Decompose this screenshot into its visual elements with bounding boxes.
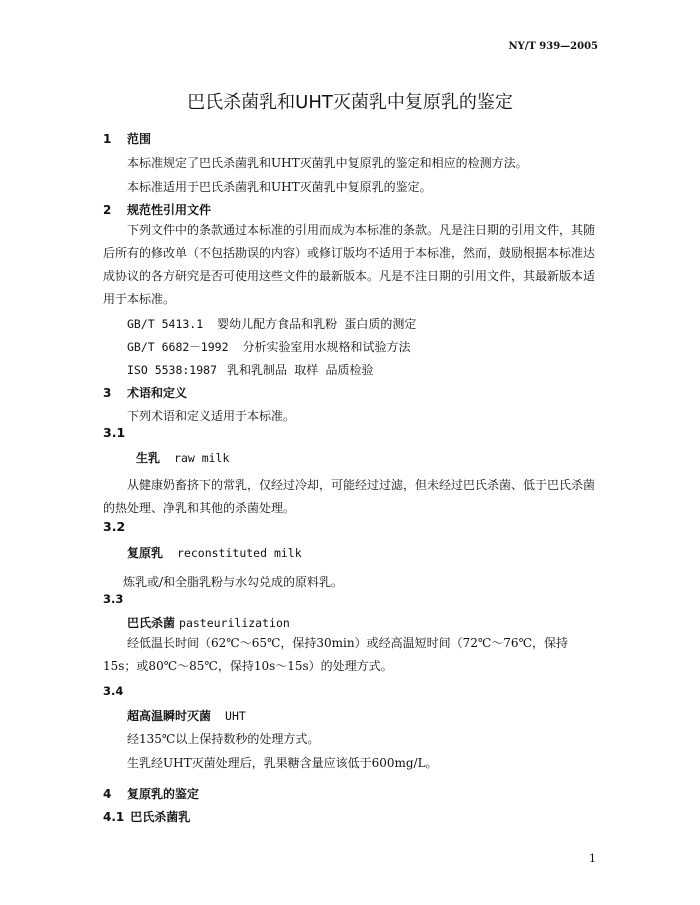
section-2-paragraph: 下列文件中的条款通过本标准的引用而成为本标准的条款。凡是注日期的引用文件，其随后所有的修改单（不包括勘误的内容）或修订版均不适用于本标准，然而，鼓励根据本标准达成协议的各方研究是否可使用这些文件的最新版本。凡是不注日期的引用文件，其最新版本适用于本标准。: [103, 223, 596, 306]
term-zh: 巴氏杀菌: [127, 616, 176, 630]
section-title: 规范性引用文件: [127, 203, 212, 217]
reference-code: GB/T 5413.1: [127, 317, 204, 331]
reference-code: ISO 5538:1987: [127, 363, 218, 377]
term-reconstituted-milk-definition: 炼乳或/和全脂乳粉与水勾兑成的原料乳。: [123, 575, 344, 589]
section-2-heading: [103, 201, 211, 218]
term-raw-milk-definition: 从健康奶畜挤下的常乳，仅经过冷却，可能经过过滤，但未经过巴氏杀菌、低于巴氏杀菌的热处理、净乳和其他的杀菌处理。: [103, 478, 596, 515]
clause-number: 4.1: [103, 810, 125, 824]
section-title: 范围: [127, 132, 152, 146]
term-pasteurization-definition: 经低温长时间（62℃～65℃，保持30min）或经高温短时间（72℃～76℃，保持15s；或80℃～85℃，保持10s～15s）的处理方式。: [103, 636, 568, 673]
clause-4-1-heading: [103, 808, 190, 825]
reference-item: [127, 315, 416, 332]
reference-title: 乳和乳制品 取样 品质检验: [227, 363, 374, 377]
reference-title: 分析实验室用水规格和试验方法: [242, 340, 411, 354]
section-3-heading: [103, 384, 187, 401]
reference-item: [127, 338, 411, 355]
term-reconstituted-milk: [127, 544, 302, 561]
reference-item: [127, 361, 373, 378]
section-title: 复原乳的鉴定: [127, 787, 200, 801]
page-number: 1: [589, 852, 596, 865]
reference-code: GB/T 6682－1992: [127, 340, 229, 354]
term-en: UHT: [225, 709, 246, 723]
section-title: 术语和定义: [127, 386, 188, 400]
document-title: 巴氏杀菌乳和UHT灭菌乳中复原乳的鉴定: [187, 92, 513, 113]
term-zh: 超高温瞬时灭菌: [127, 709, 212, 723]
term-zh: 生乳: [136, 451, 161, 465]
term-en: pasteurilization: [179, 616, 290, 630]
section-1-paragraph-2: 本标准适用于巴氏杀菌乳和UHT灭菌乳中复原乳的鉴定。: [127, 180, 432, 194]
clause-3-1-number: 3.1: [103, 425, 126, 440]
term-uht: [127, 707, 246, 724]
section-number: 1: [103, 132, 112, 146]
section-number: 3: [103, 386, 112, 400]
term-uht-definition: 经135℃以上保持数秒的处理方式。: [127, 732, 320, 746]
section-number: 2: [103, 203, 112, 217]
clause-3-3-number: 3.3: [103, 592, 124, 606]
section-number: 4: [103, 787, 112, 801]
section-1-paragraph-1: 本标准规定了巴氏杀菌乳和UHT灭菌乳中复原乳的鉴定和相应的检测方法。: [127, 156, 528, 170]
term-pasteurization: [127, 614, 290, 631]
term-en: raw milk: [174, 451, 230, 465]
term-uht-note: 生乳经UHT灭菌处理后，乳果糖含量应该低于600mg/L。: [127, 756, 438, 770]
clause-title: 巴氏杀菌乳: [130, 810, 191, 824]
section-3-intro: 下列术语和定义适用于本标准。: [127, 409, 296, 423]
section-1-heading: [103, 130, 151, 147]
term-zh: 复原乳: [127, 546, 164, 560]
term-en: reconstituted milk: [177, 546, 302, 560]
standard-code: NY/T 939—2005: [508, 41, 598, 52]
section-4-heading: [103, 785, 199, 802]
clause-3-4-number: 3.4: [103, 684, 124, 698]
reference-title: 婴幼儿配方食品和乳粉 蛋白质的测定: [217, 317, 417, 331]
clause-3-2-number: 3.2: [103, 519, 126, 534]
term-raw-milk: [136, 449, 229, 466]
